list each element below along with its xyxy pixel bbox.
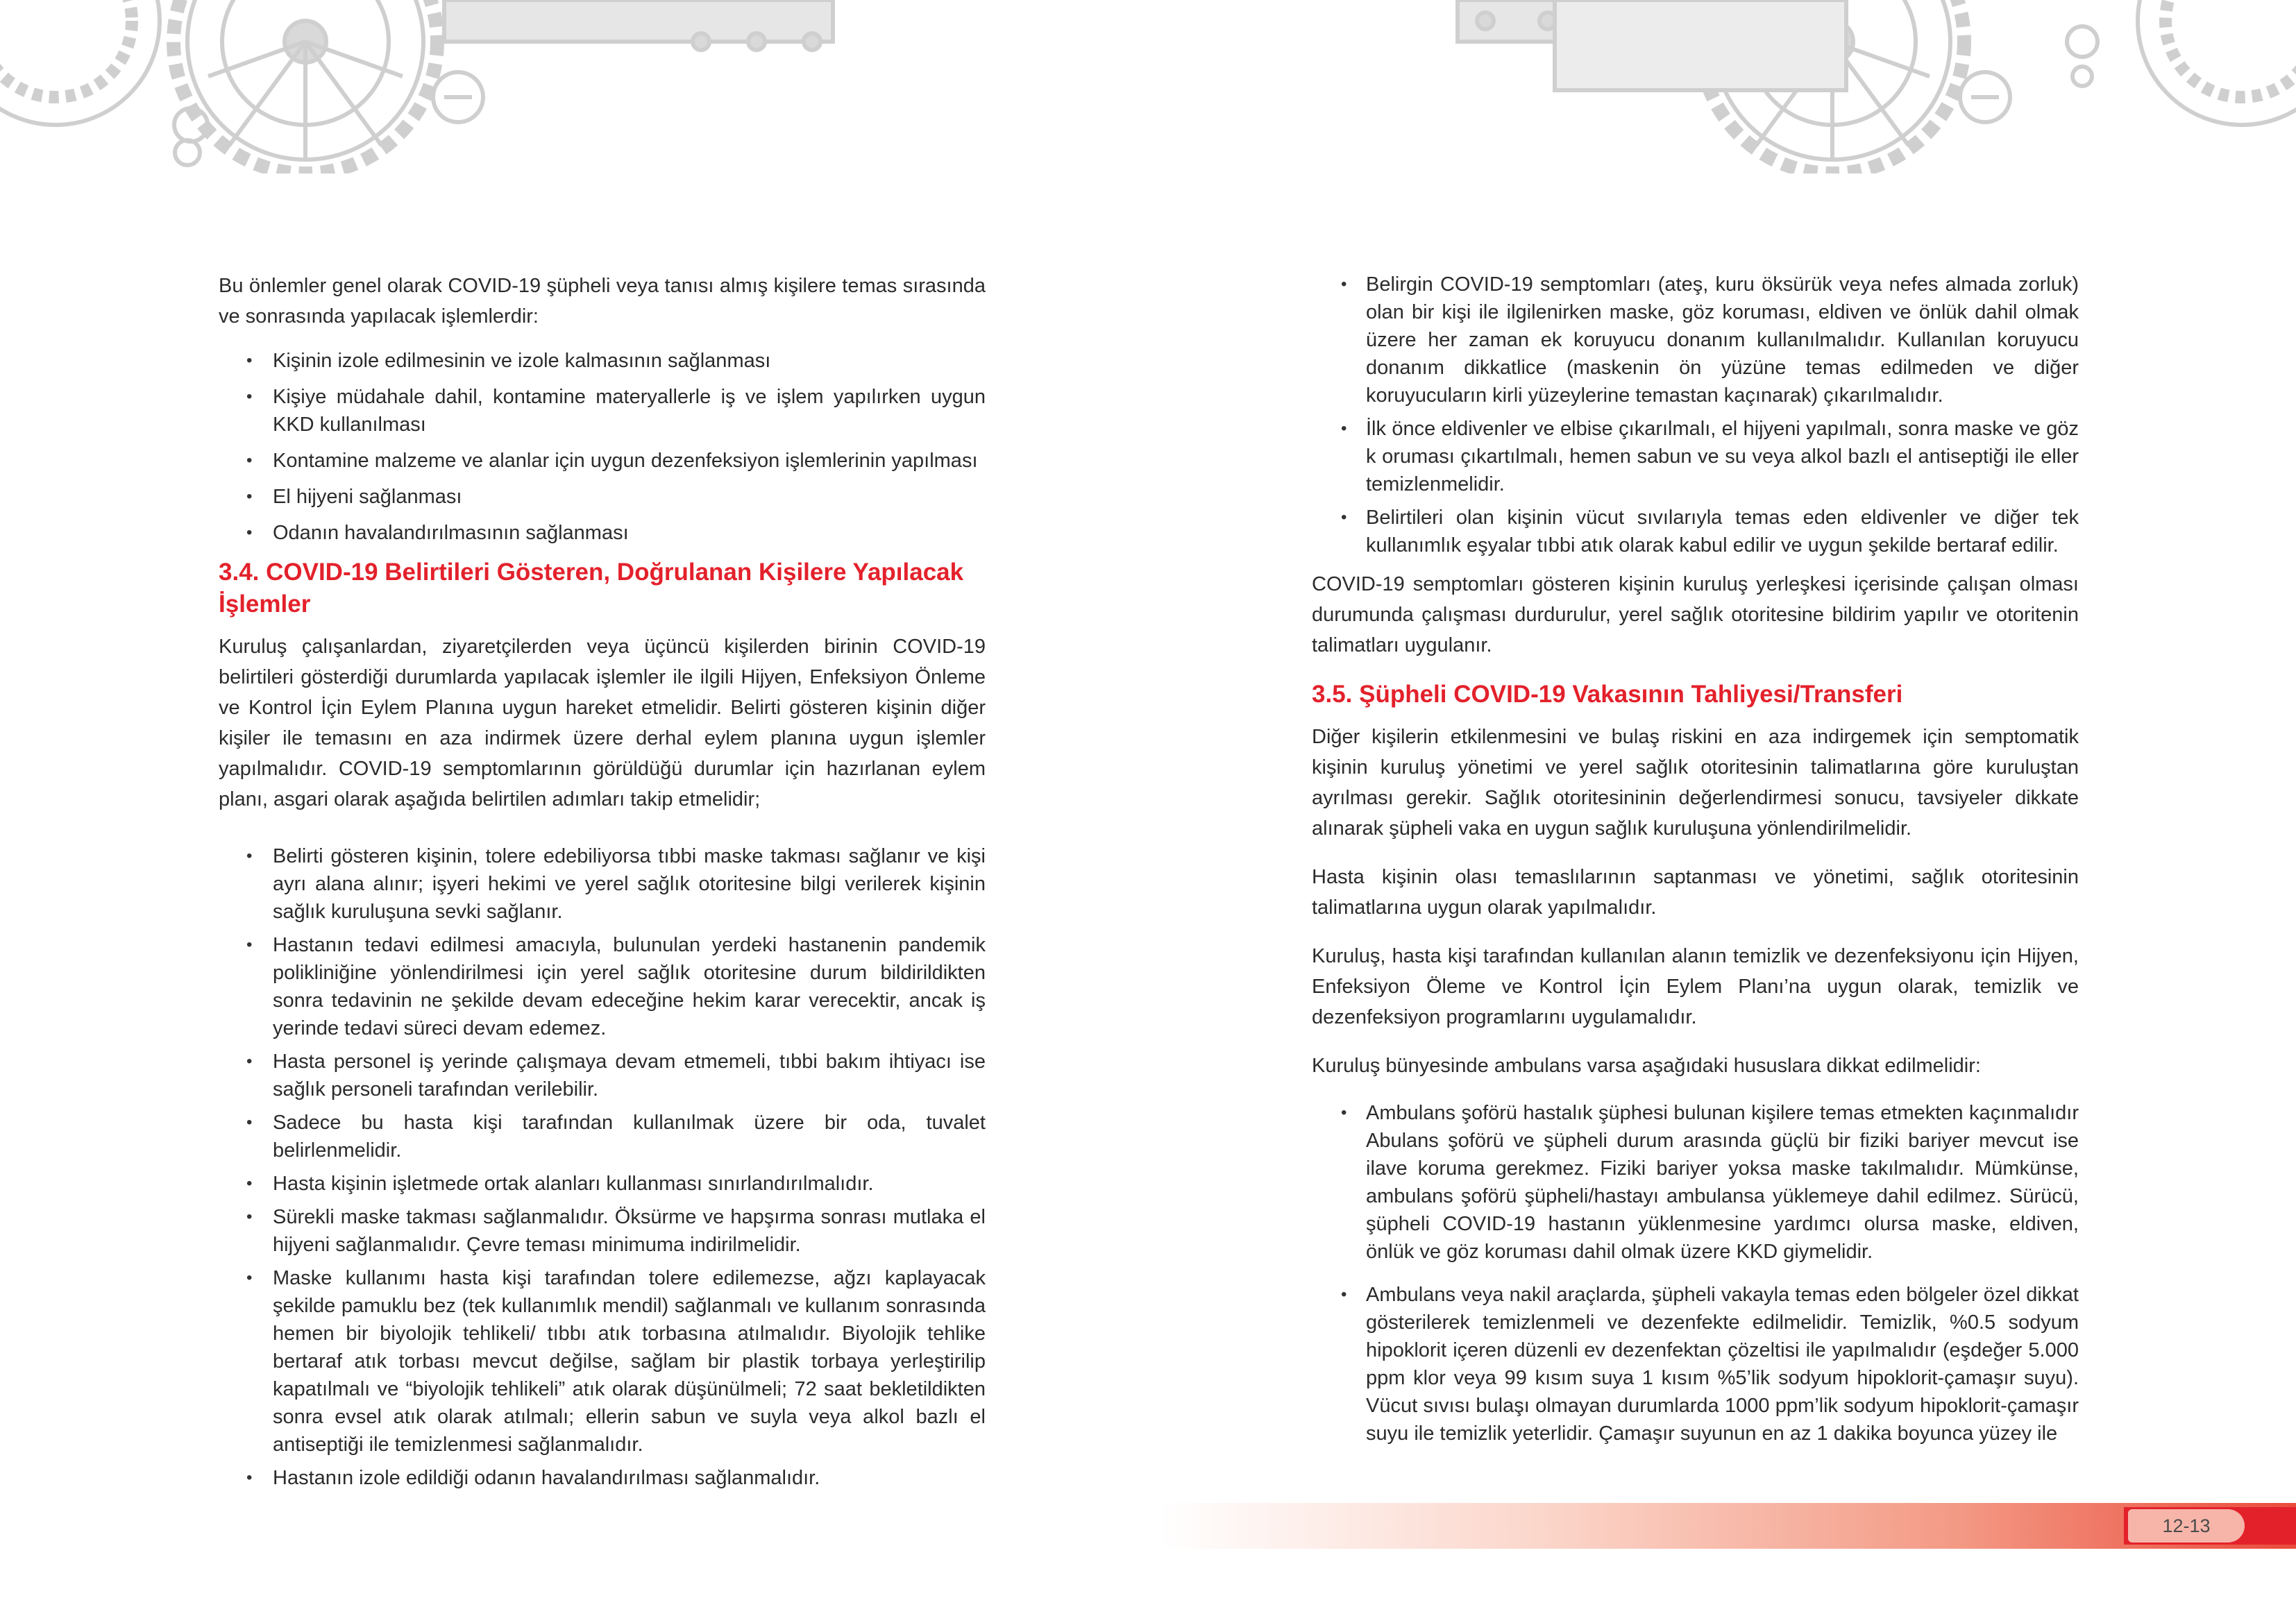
list-item: • Hasta kişinin işletmede ortak alanları kullanması sınırlandırılmalıdır. (219, 1170, 986, 1198)
section-paragraph: Diğer kişilerin etkilenmesini ve bulaş riskini en aza indirgemek için semptomatik kişinin kuruluş yönetimi ve yerel sağlık otoritesinin talimatlarına göre kuruluştan ayrılması gerekir. Sağlık otoritesininin değerlendirmesi sonucu, tavsiyeler dikkate alınarak şüpheli vaka en uygun sağlık kuruluşuna yönlendirilmelidir. (1312, 726, 2079, 840)
list-item: • Hastanın izole edildiği odanın havalandırılması sağlanmalıdır. (219, 1464, 986, 1492)
intro-list (219, 347, 986, 547)
list-item: • Belirtileri olan kişinin vücut sıvılarıyla temas eden eldivenler ve diğer tek kullanımlık eşyalar tıbbi atık olarak kabul edilir ve uygun şekilde bertaraf edilir. (1312, 504, 2079, 559)
list-item: • Kontamine malzeme ve alanlar için uygun dezenfeksiyon işlemlerinin yapılması (219, 447, 986, 475)
list-item: • Odanın havalandırılmasının sağlanması (219, 519, 986, 547)
steps-list (219, 842, 986, 1492)
section-paragraph: Kuruluş çalışanlardan, ziyaretçilerden veya üçüncü kişilerden birinin COVID-19 belirtileri gösterdiği durumlarda yapılacak işlemler ile ilgili Hijyen, Enfeksiyon Önleme ve Kontrol İçin Eylem Planına uygun hareket etmelidir. Belirti gösteren kişinin diğer kişiler ile temasını en aza indirmek üzere derhal eylem planına uygun işlemler yapılmalıdır. COVID-19 semptomlarının görüldüğü durumlar için hazırlanan eylem planı, asgari olarak aşağıda belirtilen adımları takip etmelidir; (219, 636, 986, 810)
list-item: • Hasta personel iş yerinde çalışmaya devam etmemeli, tıbbi bakım ihtiyacı ise sağlık personeli tarafından verilebilir. (219, 1048, 986, 1103)
list-item: • Sadece bu hasta kişi tarafından kullanılmak üzere bir oda, tuvalet belirlenmelidir. (219, 1109, 986, 1164)
section-paragraph: Kuruluş bünyesinde ambulans varsa aşağıdaki hususlara dikkat edilmelidir: (1312, 1055, 1981, 1077)
staff-paragraph: COVID-19 semptomları gösteren kişinin kuruluş yerleşkesi içerisinde çalışan olması durumunda çalışması durdurulur, yerel sağlık otoritesine bildirim yapılır ve otoritenin talimatları uygulanır. (1312, 573, 2079, 656)
list-item: • Maske kullanımı hasta kişi tarafından tolere edilemezse, ağzı kaplayacak şekilde pamuklu bez (tek kullanımlık mendil) sağlanmalı ve kullanım sonrasında hemen bir biyolojik tehlikeli/ tıbbı atık torbasına atılmalıdır. Biyolojik tehlike bertaraf atık torbası mevcut değilse, sağlam bir plastik torbaya yerleştirilip kapatılmalı ve “biyolojik tehlikeli” atık olarak düşünülmeli; 72 saat bekletildikten sonra evsel atık olarak atılmalı; ellerin sabun ve suyla veya alkol bazlı el antiseptiği ile temizlenmesi sağlanmalıdır. (219, 1264, 986, 1459)
section-paragraph: Kuruluş, hasta kişi tarafından kullanılan alanın temizlik ve dezenfeksiyonu için Hijyen, Enfeksiyon Öleme ve Kontrol İçin Eylem Planı’na uygun olarak, temizlik ve dezenfeksiyon programlarını uygulamalıdır. (1312, 945, 2079, 1028)
list-item: • Ambulans veya nakil araçlarda, şüpheli vakayla temas eden bölgeler özel dikkat gösterilerek temizlenmeli ve dezenfekte edilmelidir. Temizlik, %0.5 sodyum hipoklorit içeren düzenli ev dezenfektan çözeltisi ile yapılmalıdır (eşdeğer 5.000 ppm klor veya 99 kısım suya 1 kısım %5’lik sodyum hipoklorit-çamaşır suyu). Vücut sıvısı bulaşı olmayan durumlarda 1000 ppm’lik sodyum hipoklorit-çamaşır suyu ile temizlik yeterlidir. Çamaşır suyunun en az 1 dakika boyunca yüzey ile (1312, 1281, 2079, 1447)
list-item: • Kişiye müdahale dahil, kontamine materyallerle iş ve işlem yapılırken uygun KKD kullanılması (219, 383, 986, 439)
list-item: • Belirgin COVID-19 semptomları (ateş, kuru öksürük veya nefes almada zorluk) olan bir kişi ile ilgilenirken maske, göz koruması, eldiven ve önlük dahil olmak üzere her zaman ek koruyucu donanım kullanılmalıdır. Kullanılan koruyucu donanım dikkatlice (maskenin ön yüzüne temas edilmeden ve diğer koruyucuların kirli yüzeylerine temastan kaçınarak) çıkarılmalıdır. (1312, 271, 2079, 409)
list-item: • Hastanın tedavi edilmesi amacıyla, bulunulan yerdeki hastanenin pandemik polikliniğine yönlendirilmesi için yerel sağlık otoritesine durum bildirildikten sonra tedavinin ne şekilde devam edeceğine hekim karar verecektir, ancak iş yerinde tedavi süreci devam edemez. (219, 931, 986, 1042)
list-item: • Sürekli maske takması sağlanmalıdır. Öksürme ve hapşırma sonrası mutlaka el hijyeni sağlanmalıdır. Çevre teması minimuma indirilmelidir. (219, 1203, 986, 1259)
list-item: • Belirti gösteren kişinin, tolere edebiliyorsa tıbbi maske takması sağlanır ve kişi ayrı alana alınır; işyeri hekimi ve yerel sağlık otoritesine bilgi verilerek kişinin sağlık kuruluşuna sevki sağlanır. (219, 842, 986, 926)
gears-decoration-right (1444, 0, 2296, 173)
section-heading-3-5: 3.5. Şüpheli COVID-19 Vakasının Tahliyesi/Transferi (1312, 681, 1903, 708)
list-item: • El hijyeni sağlanması (219, 483, 986, 511)
page-number: 12-13 (2128, 1509, 2245, 1543)
section-heading-3-4: 3.4. COVID-19 Belirtileri Gösteren, Doğrulanan Kişilere Yapılacak İşlemler (219, 559, 964, 618)
intro-paragraph: Bu önlemler genel olarak COVID-19 şüpheli veya tanısı almış kişilere temas sırasında ve sonrasında yapılacak işlemlerdir: (219, 275, 986, 328)
section-paragraph: Hasta kişinin olası temaslılarının saptanması ve yönetimi, sağlık otoritesinin talimatlarına uygun olarak yapılmalıdır. (1312, 866, 2079, 919)
list-item: • Kişinin izole edilmesinin ve izole kalmasının sağlanması (219, 347, 986, 375)
list-item: • İlk önce eldivenler ve elbise çıkarılmalı, el hijyeni yapılmalı, sonra maske ve göz k oruması çıkartılmalı, hemen sabun ve su veya alkol bazlı el antiseptiği ile eller temizlenmelidir. (1312, 415, 2079, 498)
right-page (1312, 271, 2079, 1457)
gears-decoration-left (0, 0, 972, 173)
list-item: • Ambulans şoförü hastalık şüphesi bulunan kişilere temas etmekten kaçınmalıdır Abulans şoförü ve şüpheli durum arasında güçlü bir fiziki bariyer mevcut ise ilave koruma gerekmez. Fiziki bariyer yoksa maske takılmalıdır. Mümkünse, ambulans şoförü şüpheli/hastayı ambulansa yüklemeye dahil edilmez. Sürücü, şüpheli COVID-19 hastanın yüklenmesine yardımcı olursa maske, eldiven, önlük ve göz koruması dahil olmak üzere KKD giymelidir. (1312, 1099, 2079, 1266)
ambulance-list (1312, 1099, 2079, 1447)
left-page (219, 271, 986, 1502)
ppe-list (1312, 271, 2079, 559)
